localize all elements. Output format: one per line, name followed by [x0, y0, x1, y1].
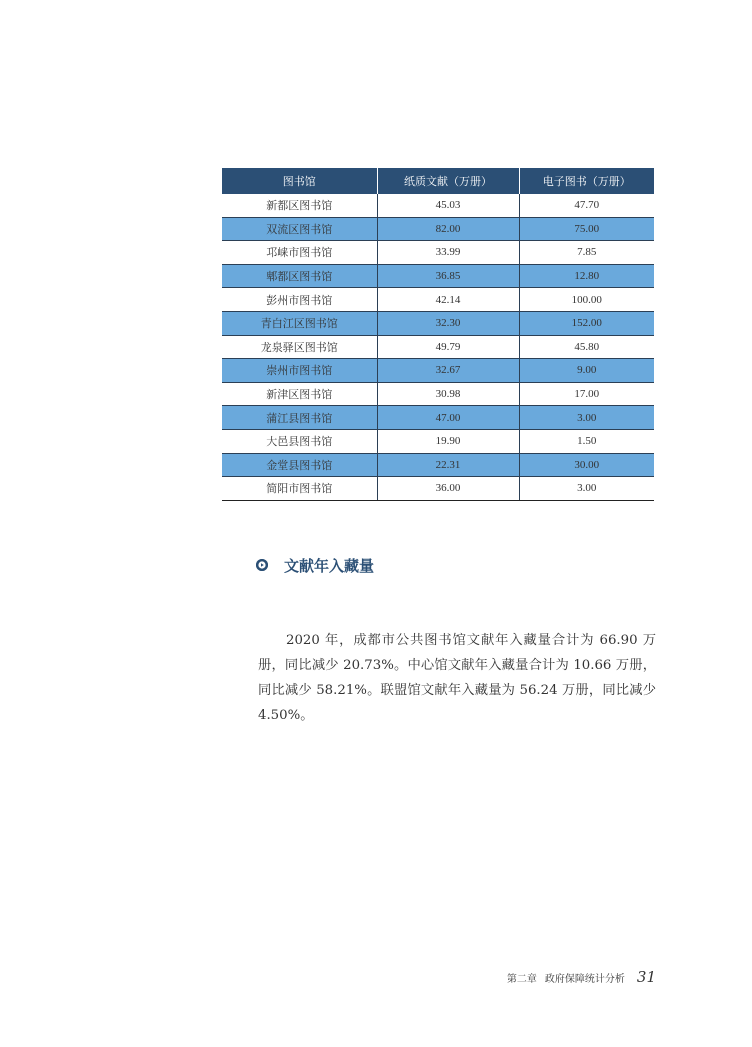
cell-ebook: 152.00 — [519, 311, 654, 335]
cell-library: 金堂县图书馆 — [222, 453, 377, 477]
table-row — [222, 477, 654, 501]
table-row — [222, 453, 654, 477]
footer-chapter: 第二章 — [506, 974, 537, 985]
cell-library: 龙泉驿区图书馆 — [222, 335, 377, 359]
cell-paper: 36.85 — [377, 264, 519, 288]
cell-library: 邛崃市图书馆 — [222, 241, 377, 265]
cell-paper: 49.79 — [377, 335, 519, 359]
table-row — [222, 217, 654, 241]
section-title: 文献年入藏量 — [284, 556, 375, 575]
page-number: 31 — [636, 968, 656, 986]
section-heading — [256, 553, 374, 577]
cell-ebook: 7.85 — [519, 241, 654, 265]
cell-library: 双流区图书馆 — [222, 217, 377, 241]
cell-ebook: 12.80 — [519, 264, 654, 288]
cell-paper: 45.03 — [377, 194, 519, 217]
cell-ebook: 1.50 — [519, 429, 654, 453]
table-row — [222, 359, 654, 383]
cell-paper: 32.67 — [377, 359, 519, 383]
cell-paper: 32.30 — [377, 311, 519, 335]
cell-paper: 47.00 — [377, 406, 519, 430]
table-row — [222, 288, 654, 312]
cell-library: 大邑县图书馆 — [222, 429, 377, 453]
play-circle-icon — [256, 559, 268, 571]
library-collection-table — [222, 168, 654, 501]
cell-ebook: 9.00 — [519, 359, 654, 383]
table-row — [222, 335, 654, 359]
table-row — [222, 264, 654, 288]
table-row — [222, 311, 654, 335]
table-header-row — [222, 168, 654, 194]
cell-library: 新津区图书馆 — [222, 382, 377, 406]
table-row — [222, 382, 654, 406]
cell-paper: 36.00 — [377, 477, 519, 501]
cell-paper: 30.98 — [377, 382, 519, 406]
cell-ebook: 100.00 — [519, 288, 654, 312]
cell-paper: 19.90 — [377, 429, 519, 453]
cell-ebook: 75.00 — [519, 217, 654, 241]
table-row — [222, 429, 654, 453]
page-footer — [507, 968, 656, 986]
footer-section: 政府保障统计分析 — [544, 974, 625, 985]
cell-ebook: 3.00 — [519, 406, 654, 430]
cell-ebook: 45.80 — [519, 335, 654, 359]
cell-paper: 22.31 — [377, 453, 519, 477]
header-library: 图书馆 — [222, 168, 377, 194]
body-paragraph: 2020 年，成都市公共图书馆文献年入藏量合计为 66.90 万册，同比减少 20.73%。中心馆文献年入藏量合计为 10.66 万册，同比减少 58.21%。联盟馆文献年入藏量为 56.24 万册，同比减少 4.50%。 — [258, 633, 656, 723]
cell-ebook: 30.00 — [519, 453, 654, 477]
cell-library: 崇州市图书馆 — [222, 359, 377, 383]
cell-paper: 82.00 — [377, 217, 519, 241]
cell-ebook: 47.70 — [519, 194, 654, 217]
cell-library: 简阳市图书馆 — [222, 477, 377, 501]
cell-library: 蒲江县图书馆 — [222, 406, 377, 430]
header-paper: 纸质文献（万册） — [377, 168, 519, 194]
cell-paper: 33.99 — [377, 241, 519, 265]
cell-ebook: 17.00 — [519, 382, 654, 406]
header-ebook: 电子图书（万册） — [519, 168, 654, 194]
cell-library: 新都区图书馆 — [222, 194, 377, 217]
cell-ebook: 3.00 — [519, 477, 654, 501]
table-row — [222, 194, 654, 217]
table-row — [222, 241, 654, 265]
cell-library: 彭州市图书馆 — [222, 288, 377, 312]
cell-paper: 42.14 — [377, 288, 519, 312]
table-row — [222, 406, 654, 430]
cell-library: 郫都区图书馆 — [222, 264, 377, 288]
cell-library: 青白江区图书馆 — [222, 311, 377, 335]
